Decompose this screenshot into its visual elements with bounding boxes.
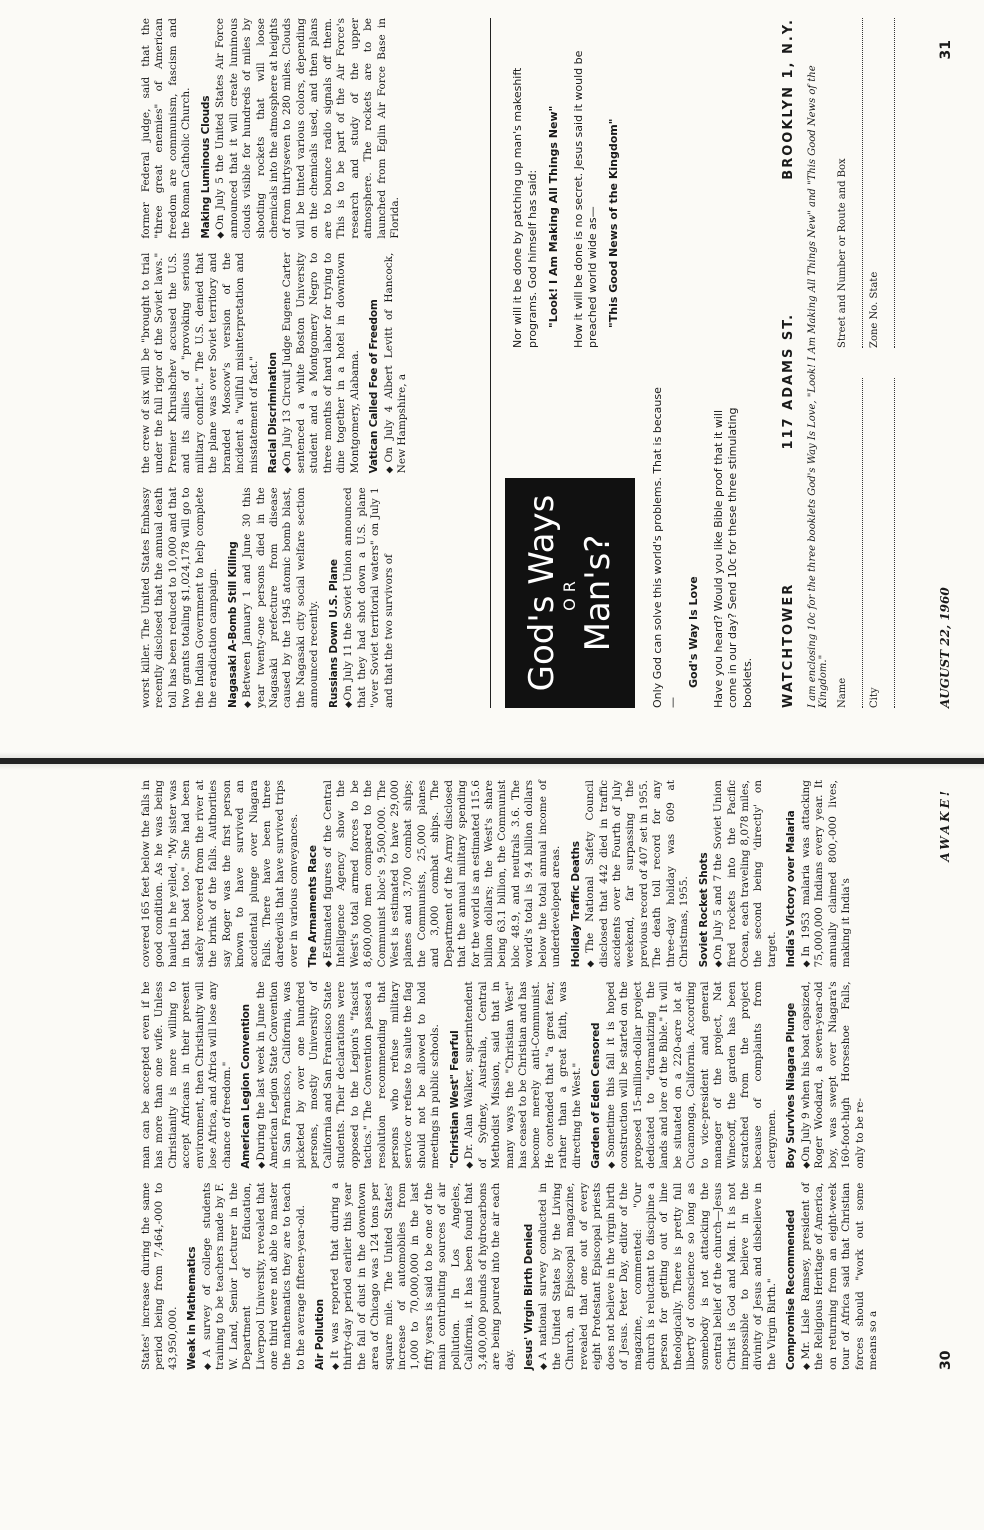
news-body: ◆ Between January 1 and June 30 this year twenty-one persons died in the Nagasaki prefecture from disease caused by the 1945 atomic bomb blast, the Nagasaki city social welfare section announced recently.: [241, 487, 322, 708]
news-item: [449, 981, 584, 1168]
news-item: [785, 1183, 880, 1370]
news-body: ◆ A national survey conducted in the United States by the Living Church, an Episcopal magazine, revealed that one out of every eight Protestant Episcopal priests does not believe in the virgin birth of Jesus. Peter Day, editor of the magazine, commented: "Our church is reluctant to discipline a person for getting out of line theologically. There is pretty full liberty of conscience so long as somebody is not attacking the central belief of the church—Jesus Christ is God and Man. It is not impossible to believe in the divinity of Jesus and disbelieve in the Virgin Birth.": [537, 1183, 779, 1370]
news-heading: Holiday Traffic Deaths: [569, 841, 582, 968]
news-body: worst killer. The United States Embassy recently disclosed that the annual death toll has been reduced to 10,000 and that two grants totaling $1,024,178 will go to the Indian Government to help complete the eradication campaign.: [140, 487, 220, 708]
news-item: [785, 780, 853, 967]
news-item: [140, 1183, 180, 1370]
news-item: [200, 18, 403, 239]
news-heading: Boy Survives Niagara Plunge: [785, 1002, 798, 1169]
ad-logo-line-3: Man's?: [578, 534, 618, 652]
news-body: ◆ Estimated figures of the Central Intelligence Agency show the West's total armed forces to be 8,600,000 men compared to the Communist bloc's 9,500,000. The West is estimated to have 29,000 planes and 3,700 combat ships; the Communists, 25,000 planes and 3,000 combat ships. The Department of the Army disclosed that the annual military spending for the world is an estimated 115.6 billion dollars; the West's share being 63.1 billion, the Communist bloc 48.9, and neutrals 3.6. The world's total is 9.4 billion dollars below the total annual income of underdeveloped areas.: [322, 780, 564, 967]
page-30-columns: [140, 780, 887, 1370]
issue-date: AUGUST 22, 1960: [938, 587, 952, 708]
news-heading: Weak in Mathematics: [186, 1246, 199, 1370]
name-field[interactable]: [848, 378, 863, 708]
news-item: [240, 981, 443, 1168]
order-form: [837, 18, 895, 708]
booklet-advertisement: [490, 18, 901, 708]
text-column: [140, 1183, 887, 1370]
news-item: [328, 487, 396, 708]
ad-paragraph: Have you heard? Would you like Bible proof that it will come in our day? Send 10c for these three stimulating booklets.: [711, 407, 755, 708]
street-field[interactable]: [848, 18, 863, 348]
booklet-title: "This Good News of the Kingdom": [607, 118, 621, 328]
news-item: [140, 780, 301, 967]
news-body: ◆ On July 13 Circuit Judge Eugene Carter sentenced a white Boston University student and a Montgomery Negro to three months of hard labor for trying to dine together in a hotel in downtown Montgomery, Alabama.: [281, 253, 362, 474]
ad-logo-line-1: God's Ways: [522, 494, 562, 692]
form-row-name: [837, 378, 863, 708]
news-heading: Racial Discrimination: [266, 352, 279, 474]
news-item: [186, 1183, 308, 1370]
news-item: [307, 780, 563, 967]
news-body: ◆ In 1953 malaria was attacking 75,000,000 Indians every year. It annually claimed 800,-000 lives, making it India's: [800, 780, 854, 967]
text-column: [140, 981, 887, 1168]
news-item: [140, 487, 221, 708]
news-heading: Nagasaki A-Bomb Still Killing: [226, 541, 239, 708]
text-column: [140, 487, 470, 708]
news-heading: The Armaments Race: [307, 845, 320, 968]
ad-paragraph: Nor will it be done by patching up man's makeshift programs. God himself has said:: [511, 67, 539, 348]
news-body: States' increase during the same period being from 7,464,-000 to 43,950,000.: [140, 1182, 179, 1370]
ad-logo: [505, 478, 635, 708]
page-31-columns: [140, 18, 470, 708]
page-31: [0, 0, 984, 758]
page-number: 31: [938, 40, 954, 60]
ad-paragraph: How it will be done is no secret. Jesus said it would be preached world wide as—: [571, 50, 600, 348]
booklet-title: God's Way Is Love: [686, 576, 700, 688]
city-field[interactable]: [880, 378, 895, 708]
ad-logo-line-2: OR: [560, 575, 579, 611]
city-label: City: [869, 687, 880, 708]
news-item: [314, 1183, 517, 1370]
publisher-street: 117 ADAMS ST.: [781, 312, 796, 450]
news-heading: Soviet Rocket Shots: [697, 852, 710, 968]
news-item: [523, 1183, 779, 1370]
order-text: I am enclosing 10c for the three booklets God's Way Is Love, "Look! I Am Making All Things New" and "This Good News of the Kingdom.": [807, 65, 829, 708]
news-body: ◆ Mr. Lisle Ramsey, president of the Religious Heritage of America, on returning from an eight-week tour of Africa said that Christian forces should "work out some means so a: [800, 1183, 881, 1370]
news-item: [785, 981, 867, 1168]
news-item: [368, 253, 409, 474]
news-item: [140, 253, 261, 474]
magazine-name: AWAKE!: [938, 788, 952, 862]
form-row-street: [837, 18, 863, 348]
page-30: [0, 764, 984, 1530]
news-body: ◆ A survey of college students training to be teachers made by F. W. Land, Senior Lecturer in the Department of Education, Liverpool University, revealed that one third were not able to master the mathematics they are to teach to the average fifteen-year-old.: [201, 1183, 309, 1370]
news-body: ◆ On July 5 and 7 the Soviet Union fired rockets into the Pacific Ocean, each traveling 8,078 miles, the second being 'directly' on target.: [712, 780, 779, 967]
news-item: [570, 780, 692, 967]
form-row-city: [869, 378, 895, 708]
zone-state-field[interactable]: [880, 18, 895, 348]
text-column: [140, 253, 470, 474]
news-heading: Air Pollution: [314, 1299, 327, 1370]
news-heading: India's Victory over Malaria: [785, 810, 798, 968]
news-body: man can be accepted even if he has more than one wife. Unless Christianity is more willing to accept Africans in their present environment, then Christianity will lose Africa, and Africa will lose any chance of freedom.": [140, 981, 233, 1169]
page-number: 30: [938, 1350, 954, 1370]
news-body: ◆ During the last week in June the American Legion State Convention in San Francisco, California, was picketed by over one hundred persons, mostly University of California and San Francisco State students. Their declarations were opposed to the Legion's "fascist tactics." The Convention passed a resolution recommending that persons who refuse military service or refuse to salute the flag should not be allowed to hold meetings in public schools.: [255, 981, 443, 1168]
news-body: ◆ On July 11 the Soviet Union announced that they had shot down a U.S. plane "over Soviet territorial waters" on July 1 and that the two survivors of: [342, 487, 396, 708]
news-heading: American Legion Convention: [240, 1004, 253, 1169]
news-item: [590, 981, 779, 1168]
news-body: former Federal judge, said that the "three great enemies" of American freedom are communism, fascism and the Roman Catholic Church.: [140, 18, 193, 239]
ad-paragraph: Only God can solve this world's problems. That is because—: [651, 387, 679, 708]
publisher-address: [781, 18, 796, 708]
news-heading: Russians Down U.S. Plane: [327, 559, 340, 708]
publisher-name: WATCHTOWER: [781, 582, 796, 708]
booklet-title: "Look! I Am Making All Things New": [546, 105, 560, 328]
news-body: ◆ On July 4 Albert Levitt of Hancock, New Hampshire, a: [383, 253, 410, 474]
news-body: ◆ Dr. Alan Walker, superintendent of Sydney, Australia, Central Methodist Mission, said that in many ways the "Christian West" has ceased to be Christian and has become merely anti-Communist. He contended that "a great fear, rather than a great faith, was directing the West.": [463, 981, 584, 1168]
news-heading: Vatican Called Foe of Freedom: [368, 299, 381, 474]
news-item: [140, 18, 194, 239]
news-body: covered 165 feet below the falls in good condition. As he was being hauled in he yelled, "My sister was in that boat too." She had been safely recovered from the river at the brink of the falls. Authorities say Roger was the first person known to have survived an accidental plunge over Niagara Falls. There have been three daredevils that have survived trips over in various conveyances.: [140, 780, 300, 968]
news-body: ◆ The National Safety Council disclosed that 442 died in traffic accidents over the Fourth of July weekend, far surpassing the previous record of 407 set in 1955. The death toll record for any three-day holiday was 609 at Christmas, 1955.: [584, 780, 692, 967]
publisher-city: BROOKLYN 1, N.Y.: [781, 18, 796, 180]
news-body: ◆ On July 5 the United States Air Force announced that it will create luminous clouds visible for hundreds of miles by shooting rockets that will loose chemicals into the atmosphere at heights of from thirtyseven to 280 miles. Clouds will be tinted various colors, depending on the chemicals used, and then plans are to bounce radio signals off them. This is to be part of the Air Force's research and study of the upper atmosphere. The rockets are to be launched from Eglin Air Force Base in Florida.: [214, 18, 402, 239]
text-column: [140, 780, 887, 967]
binding-gutter: [0, 758, 984, 764]
news-item: [140, 981, 234, 1168]
news-heading: Compromise Recommended: [785, 1209, 798, 1370]
news-heading: Making Luminous Clouds: [199, 95, 212, 239]
zone-label: Zone No.: [869, 301, 880, 348]
state-label: State: [869, 271, 880, 299]
name-label: Name: [837, 677, 848, 708]
news-body: ◆ Sometime this fall it is hoped construction will be started on the proposed 15-million-dollar project dedicated to "dramatizing the lands and lore of the Bible." It will be situated on a 220-acre lot at Cucamonga, California. According to vice-president and general manager of the project, Nat Winecoff, the garden has been scratched from the project because of complaints from clergymen.: [605, 981, 780, 1168]
news-heading: Garden of Eden Censored: [590, 1022, 603, 1169]
form-row-zone: [869, 18, 895, 348]
news-heading: Jesus' Virgin Birth Denied: [522, 1223, 535, 1370]
news-body: ◆ It was reported that during a thirty-day period earlier this year the fall of dust in the downtown area of Chicago was 124 tons per square mile. The United States' increase of automobiles from 1,000 to 70,000,000 in the last fifty years is said to be one of the main contributing sources of air pollution. In Los Angeles, California, it has been found that 3,400,000 pounds of hydrocarbons are being poured into the air each day.: [329, 1183, 517, 1370]
ad-text-left: [651, 378, 762, 708]
news-body: the crew of six will be "brought to trial under the full rigor of the Soviet laws." Premier Khrushchev accused the U.S. and its allies of "provoking serious military conflict." The U.S. denied that the plane was over Soviet territory and branded Moscow's version of the incident a "willful misinterpretation and misstatement of fact.": [140, 252, 260, 474]
news-item: [227, 487, 322, 708]
news-body: ◆ On July 9 when his boat capsized, Roger Woodard, a seven-year-old boy, was swept over Niagara's 160-foot-high Horseshoe Falls, only to be re-: [800, 981, 867, 1168]
street-label: Street and Number or Route and Box: [837, 158, 848, 348]
news-item: [267, 253, 362, 474]
news-heading: "Christian West" Fearful: [448, 1030, 461, 1169]
ad-text-right: [511, 18, 632, 348]
text-column: [140, 18, 470, 239]
news-item: [698, 780, 780, 967]
